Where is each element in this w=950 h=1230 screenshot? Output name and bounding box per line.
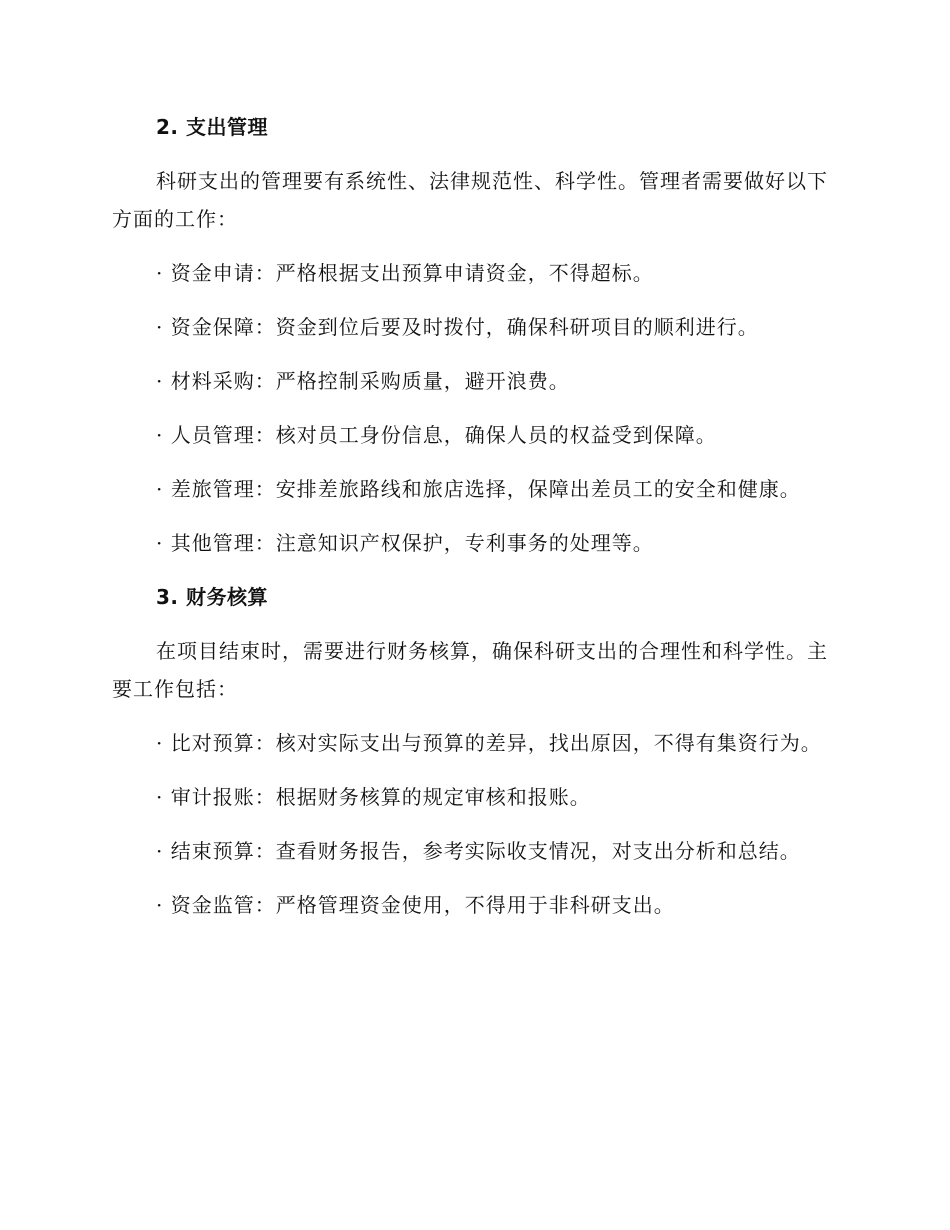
- bullet-item: · 材料采购：严格控制采购质量，避开浪费。: [156, 369, 570, 393]
- section-intro-expense-management: 科研支出的管理要有系统性、法律规范性、科学性。管理者需要做好以下方面的工作：: [112, 169, 828, 231]
- document-body: [112, 108, 832, 940]
- section-heading-financial-accounting: 3. 财务核算: [156, 585, 268, 609]
- bullet-item: · 其他管理：注意知识产权保护，专利事务的处理等。: [156, 531, 654, 555]
- bullet-item: · 差旅管理：安排差旅路线和旅店选择，保障出差员工的安全和健康。: [156, 477, 801, 501]
- bullet-item: · 审计报账：根据财务核算的规定审核和报账。: [156, 785, 591, 809]
- bullet-item: · 比对预算：核对实际支出与预算的差异，找出原因，不得有集资行为。: [156, 731, 822, 755]
- bullet-item: · 资金监管：严格管理资金使用，不得用于非科研支出。: [156, 893, 675, 917]
- bullet-item: · 资金保障：资金到位后要及时拨付，确保科研项目的顺利进行。: [156, 315, 759, 339]
- section-heading-expense-management: 2. 支出管理: [156, 115, 268, 139]
- bullet-item: · 资金申请：严格根据支出预算申请资金，不得超标。: [156, 261, 654, 285]
- bullet-item: · 结束预算：查看财务报告，参考实际收支情况，对支出分析和总结。: [156, 839, 801, 863]
- section-intro-financial-accounting: 在项目结束时，需要进行财务核算，确保科研支出的合理性和科学性。主要工作包括：: [112, 639, 828, 701]
- bullet-item: · 人员管理：核对员工身份信息，确保人员的权益受到保障。: [156, 423, 717, 447]
